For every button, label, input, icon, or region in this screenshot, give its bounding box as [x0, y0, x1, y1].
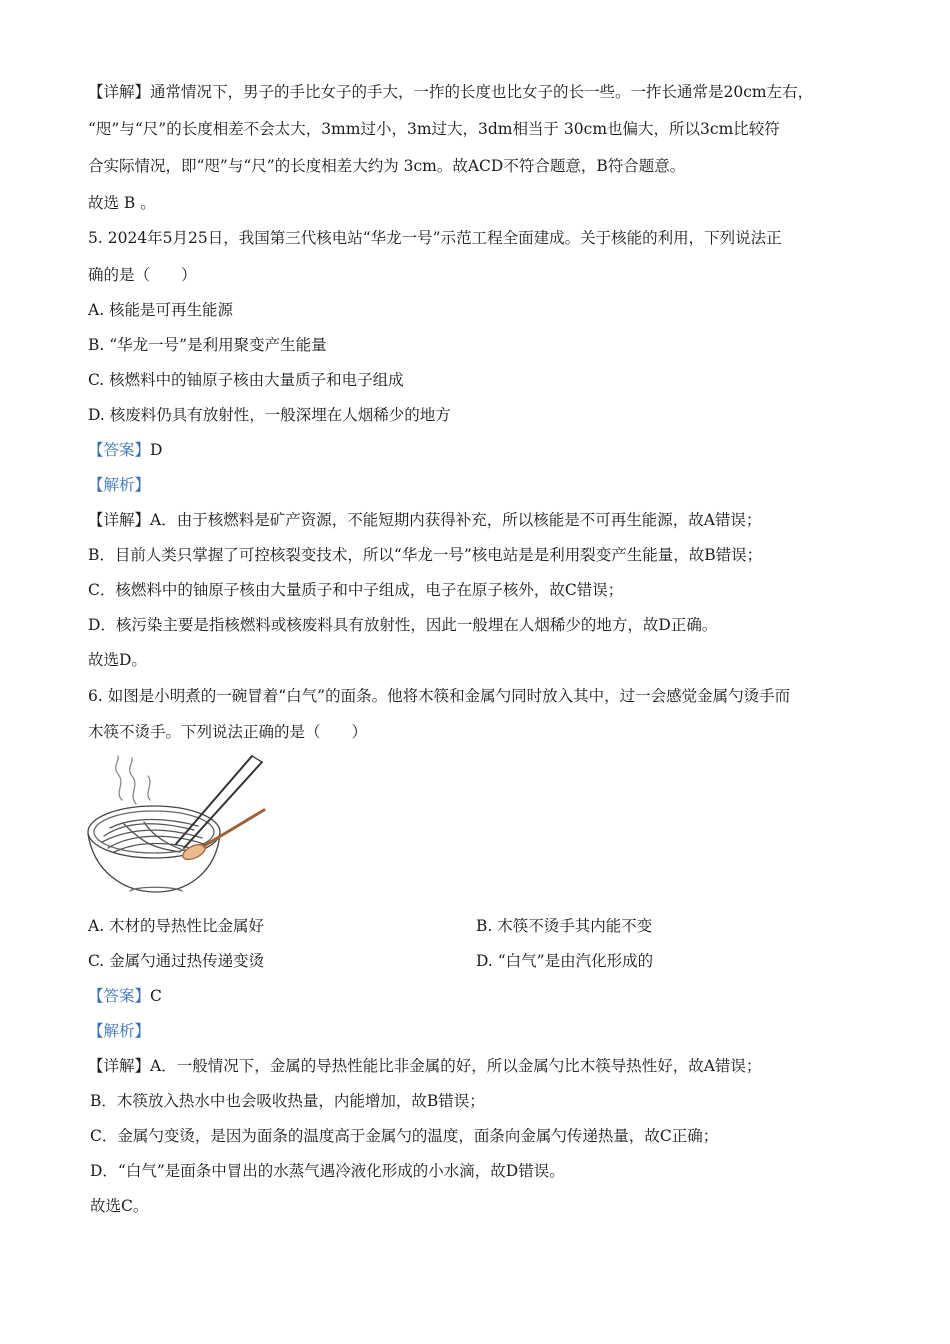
q5-option-c: C. 核燃料中的铀原子核由大量质子和电子组成	[88, 371, 404, 389]
q5-answer	[88, 440, 868, 460]
q5-stem-line-2: 确的是（ ）	[88, 266, 197, 284]
answer-tag: 【答案】	[88, 987, 151, 1005]
detail-tag: 【详解】	[88, 1057, 151, 1075]
q6-detail-c: C．金属勺变烫，是因为面条的温度高于金属勺的温度，面条向金属勺传递热量，故C正确；	[90, 1127, 719, 1145]
q6-option-b: B. 木筷不烫手其内能不变	[476, 917, 653, 935]
q5-detail-d: D．核污染主要是指核燃料或核废料具有放射性，因此一般埋在人烟稀少的地方，故D正确。	[88, 616, 718, 634]
q6-conclusion: 故选C。	[90, 1197, 149, 1215]
answer-value: D	[150, 441, 163, 459]
q5-option-d: D. 核废料仍具有放射性，一般深埋在人烟稀少的地方	[88, 406, 451, 424]
q4-detail-line-3: 合实际情况，即“咫”与“尺”的长度相差大约为 3cm。故ACD不符合题意，B符合题意。	[88, 157, 686, 175]
q4-detail-line-2: “咫”与“尺”的长度相差不会太大，3mm过小，3m过大，3dm相当于 30cm也偏大，所以3cm比较符	[88, 120, 780, 138]
q5-option-b: B. “华龙一号”是利用聚变产生能量	[88, 336, 327, 354]
detail-tag: 【详解】	[88, 83, 151, 101]
noodle-bowl-icon	[84, 752, 274, 897]
q4-detail-line-1: 【详解】通常情况下，男子的手比女子的手大，一拃的长度也比女子的长一些。一拃长通常是20cm左右，	[88, 83, 814, 101]
q6-stem-line-2: 木筷不烫手。下列说法正确的是（ ）	[88, 723, 368, 741]
q6-option-d: D. “白气”是由汽化形成的	[476, 952, 654, 970]
q5-option-a: A. 核能是可再生能源	[88, 301, 234, 319]
q6-detail-a: 【详解】A．一般情况下，金属的导热性能比非金属的好，所以金属勺比木筷导热性好，故A错误；	[88, 1057, 762, 1075]
q5-conclusion: 故选D。	[88, 651, 147, 669]
answer-tag: 【答案】	[88, 441, 151, 459]
q6-stem-line-1: 6. 如图是小明煮的一碗冒着“白气”的面条。他将木筷和金属勺同时放入其中，过一会感觉金属勺烫手而	[88, 687, 791, 705]
q4-conclusion: 故选 B 。	[88, 194, 156, 212]
q5-detail-c: C．核燃料中的铀原子核由大量质子和中子组成，电子在原子核外，故C错误；	[88, 581, 624, 599]
q6-detail-b: B．木筷放入热水中也会吸收热量，内能增加，故B错误；	[90, 1092, 485, 1110]
q6-analysis-tag: 【解析】	[88, 1022, 151, 1040]
q6-detail-d: D．“白气”是面条中冒出的水蒸气遇冷液化形成的小水滴，故D错误。	[90, 1162, 565, 1180]
q5-detail-b: B．目前人类只掌握了可控核裂变技术，所以“华龙一号”核电站是是利用裂变产生能量，故B错误；	[88, 546, 763, 564]
q5-detail-a: 【详解】A．由于核燃料是矿产资源，不能短期内获得补充，所以核能是不可再生能源，故A错误；	[88, 511, 762, 529]
detail-tag: 【详解】	[88, 511, 151, 529]
q5-analysis-tag: 【解析】	[88, 476, 151, 494]
q6-answer	[88, 986, 868, 1006]
q5-stem-line-1: 5. 2024年5月25日，我国第三代核电站“华龙一号”示范工程全面建成。关于核能的利用，下列说法正	[88, 229, 782, 247]
answer-value: C	[150, 987, 162, 1005]
q6-option-c: C. 金属勺通过热传递变烫	[88, 952, 265, 970]
q6-option-a: A. 木材的导热性比金属好	[88, 917, 265, 935]
